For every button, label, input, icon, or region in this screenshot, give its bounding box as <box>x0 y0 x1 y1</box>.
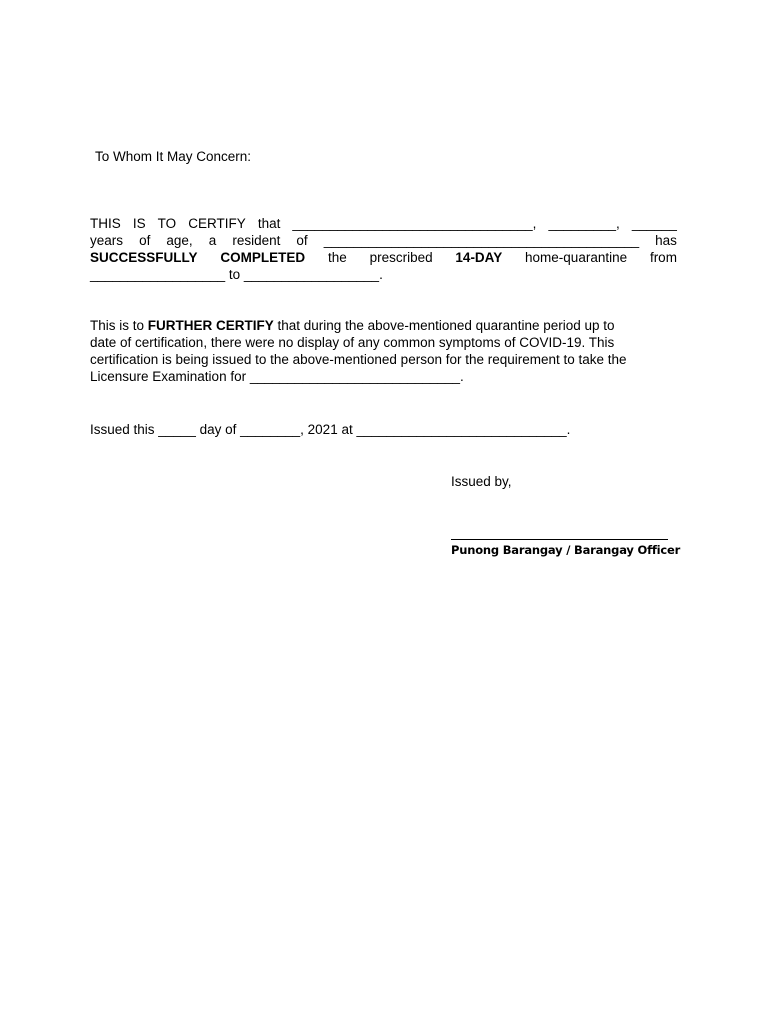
issuance-text: Issued this _____ day of ________, 2021 at ____________________________. <box>90 422 571 437</box>
line-text: that during the above-mentioned quarantine period up to <box>273 318 615 333</box>
word: the <box>327 250 347 265</box>
signatory-title: Punong Barangay / Barangay Officer <box>451 543 681 557</box>
to-date-blank: __________________. <box>243 267 383 282</box>
from-date-blank: __________________ <box>90 267 226 282</box>
issuance-line <box>90 421 677 438</box>
word: from <box>649 250 677 265</box>
line-text: Licensure Examination for ____________________________. <box>90 369 464 384</box>
line-text: This is to <box>90 318 148 333</box>
paragraph-line <box>90 266 677 283</box>
signature-line <box>451 539 668 540</box>
paragraph-line <box>90 317 677 334</box>
word: age, <box>166 233 193 248</box>
paragraph-line <box>90 249 677 266</box>
word: resident <box>232 233 281 248</box>
word: CERTIFY <box>188 216 246 231</box>
paragraph-line <box>90 232 677 249</box>
word: home-quarantine <box>525 250 628 265</box>
line-segment <box>90 317 615 334</box>
paragraph-line <box>90 351 677 368</box>
word: has <box>655 233 677 248</box>
word: that <box>257 216 281 231</box>
paragraph-line <box>90 421 677 438</box>
paragraph-line <box>90 368 677 385</box>
word: TO <box>157 216 177 231</box>
word: IS <box>132 216 146 231</box>
line-text: date of certification, there were no display of any common symptoms of COVID-19. This <box>90 335 615 350</box>
certification-paragraph <box>90 215 677 283</box>
line-text: certification is being issued to the above-mentioned person for the requirement to take the <box>90 352 627 367</box>
word: prescribed <box>369 250 433 265</box>
word: a <box>208 233 217 248</box>
word: years <box>90 233 124 248</box>
paragraph-line <box>90 334 677 351</box>
bold-word: COMPLETED <box>220 250 306 265</box>
salutation: To Whom It May Concern: <box>95 149 252 164</box>
issued-by-label: Issued by, <box>451 474 512 489</box>
age-blank: ______ <box>631 216 677 231</box>
paragraph-line <box>90 215 677 232</box>
bold-phrase: FURTHER CERTIFY <box>147 318 274 333</box>
address-blank: __________________________________________ <box>323 233 640 248</box>
word: of <box>139 233 151 248</box>
word: THIS <box>90 216 121 231</box>
word: of <box>296 233 308 248</box>
name-blank: ________________________________, <box>292 216 537 231</box>
bold-word: 14-DAY <box>455 250 503 265</box>
blank-field: _________, <box>548 216 620 231</box>
word: to <box>225 267 244 282</box>
bold-word: SUCCESSFULLY <box>90 250 198 265</box>
further-certification-paragraph <box>90 317 677 385</box>
